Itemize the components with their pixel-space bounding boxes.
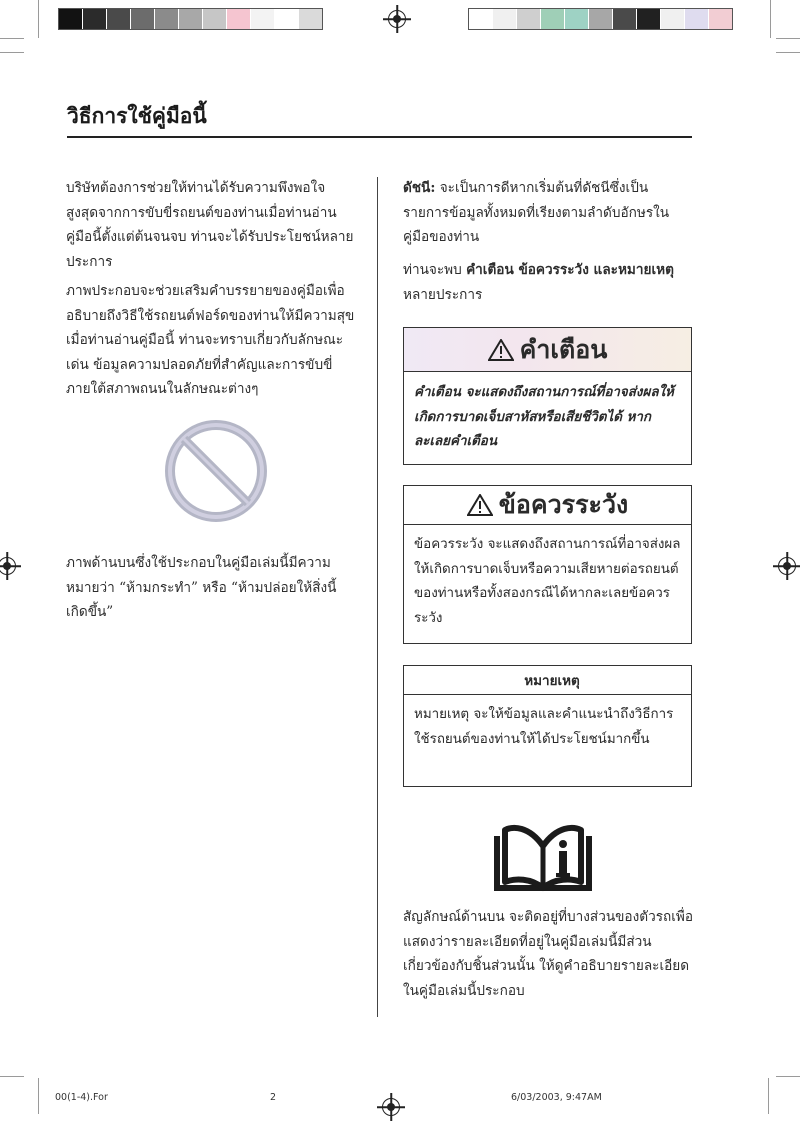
crop-mark (38, 0, 39, 38)
registration-mark-right (778, 557, 796, 575)
column-divider (377, 177, 378, 1017)
color-calibration-bar-right (468, 8, 733, 30)
calibration-swatch (59, 9, 83, 29)
registration-mark-top (388, 10, 406, 28)
calibration-swatch (613, 9, 637, 29)
find-prefix: ท่านจะพบ (403, 262, 467, 278)
calibration-swatch (565, 9, 589, 29)
find-paragraph (403, 258, 693, 307)
crop-mark (776, 38, 800, 39)
crop-mark (0, 38, 24, 39)
footer-filename: 00(1-4).For (55, 1092, 108, 1103)
note-title: หมายเหตุ (524, 673, 580, 689)
calibration-swatch (179, 9, 203, 29)
calibration-swatch (275, 9, 299, 29)
calibration-swatch (155, 9, 179, 29)
crop-mark (0, 52, 24, 53)
footer-page-number: 2 (270, 1092, 277, 1103)
index-label: ดัชนี: (403, 180, 436, 196)
calibration-swatch (251, 9, 275, 29)
calibration-swatch (469, 9, 493, 29)
calibration-swatch (203, 9, 227, 29)
crop-mark (776, 1076, 800, 1077)
prohibited-sign-icon (163, 418, 269, 524)
calibration-swatch (589, 9, 613, 29)
calibration-swatch (131, 9, 155, 29)
note-body: หมายเหตุ จะให้ข้อมูลและคำแนะนำถึงวิธีการใช้รถยนต์ของท่านให้ได้ประโยชน์มากขึ้น (414, 707, 674, 747)
warning-title: คำเตือน (519, 334, 608, 364)
calibration-swatch (107, 9, 131, 29)
warning-triangle-icon (488, 339, 514, 361)
find-bold: คำเตือน ข้อควรระวัง และหมายเหตุ (466, 262, 674, 278)
caution-title: ข้อควรระวัง (498, 490, 629, 519)
prohibited-description: ภาพด้านบนซึ่งใช้ประกอบในคู่มือเล่มนี้มีความหมายว่า “ห้ามกระทำ” หรือ “ห้ามปล่อยให้สิ่งนี้เกิดขึ้น” (66, 555, 337, 620)
index-paragraph (403, 176, 693, 250)
crop-mark (770, 0, 771, 38)
title-rule (67, 136, 692, 138)
calibration-swatch (661, 9, 685, 29)
calibration-swatch (685, 9, 709, 29)
warning-box (403, 327, 692, 465)
find-suffix: หลายประการ (403, 286, 483, 303)
registration-mark-bottom (382, 1098, 400, 1116)
page-title: วิธีการใช้คู่มือนี้ (67, 103, 207, 128)
warning-header (404, 328, 691, 372)
calibration-swatch (299, 9, 322, 29)
intro-paragraph: บริษัทต้องการช่วยให้ท่านได้รับความพึงพอใจสูงสุดจากการขับขี่รถยนต์ของท่านเมื่อท่านอ่านคู่มือนี้ตั้งแต่ต้นจนจบ ท่านจะได้รับประโยชน์หลายประการ (66, 180, 354, 270)
registration-mark-left (0, 557, 16, 575)
crop-mark (768, 1078, 769, 1114)
warning-body: คำเตือน จะแสดงถึงสถานการณ์ที่อาจส่งผลให้เกิดการบาดเจ็บสาหัสหรือเสียชีวิตได้ หากละเลยคำเตือน (414, 384, 674, 449)
illustrations-paragraph: ภาพประกอบจะช่วยเสริมคำบรรยายของคู่มือเพื่ออธิบายถึงวิธีใช้รถยนต์ฟอร์ดของท่านให้มีความสุข เมื่อท่านอ่านคู่มือนี้ ท่านจะทราบเกี่ยวกับลักษณะเด่น ข้อมูลความปลอดภัยที่สำคัญและการขับขี่ภายใต้สภาพถนนในลักษณะต่างๆ (66, 283, 355, 397)
book-info-icon (493, 822, 593, 892)
calibration-swatch (637, 9, 661, 29)
crop-mark (38, 1078, 39, 1114)
note-header (404, 666, 691, 695)
calibration-swatch (83, 9, 107, 29)
calibration-swatch (493, 9, 517, 29)
caution-body: ข้อควรระวัง จะแสดงถึงสถานการณ์ที่อาจส่งผลให้เกิดการบาดเจ็บหรือความเสียหายต่อรถยนต์ของท่านหรือทั้งสองกรณีได้หากละเลยข้อควรระวัง (414, 537, 681, 626)
caution-box (403, 485, 692, 644)
crop-mark (776, 52, 800, 53)
caution-triangle-icon (467, 494, 493, 516)
crop-mark (0, 1076, 24, 1077)
index-text: จะเป็นการดีหากเริ่มต้นที่ดัชนีซึ่งเป็นรายการข้อมูลทั้งหมดที่เรียงตามลำดับอักษรในคู่มือของท่าน (403, 180, 670, 245)
footer-timestamp: 6/03/2003, 9:47AM (511, 1092, 602, 1103)
color-calibration-bar-left (58, 8, 323, 30)
calibration-swatch (517, 9, 541, 29)
symbol-description: สัญลักษณ์ด้านบน จะติดอยู่ที่บางส่วนของตัวรถเพื่อแสดงว่ารายละเอียดที่อยู่ในคู่มือเล่มนี้มีส่วนเกี่ยวข้องกับชิ้นส่วนนั้น ให้ดูคำอธิบายรายละเอียดในคู่มือเล่มนี้ประกอบ (403, 909, 694, 999)
calibration-swatch (709, 9, 732, 29)
note-box (403, 665, 692, 787)
caution-header (404, 486, 691, 525)
calibration-swatch (541, 9, 565, 29)
calibration-swatch (227, 9, 251, 29)
